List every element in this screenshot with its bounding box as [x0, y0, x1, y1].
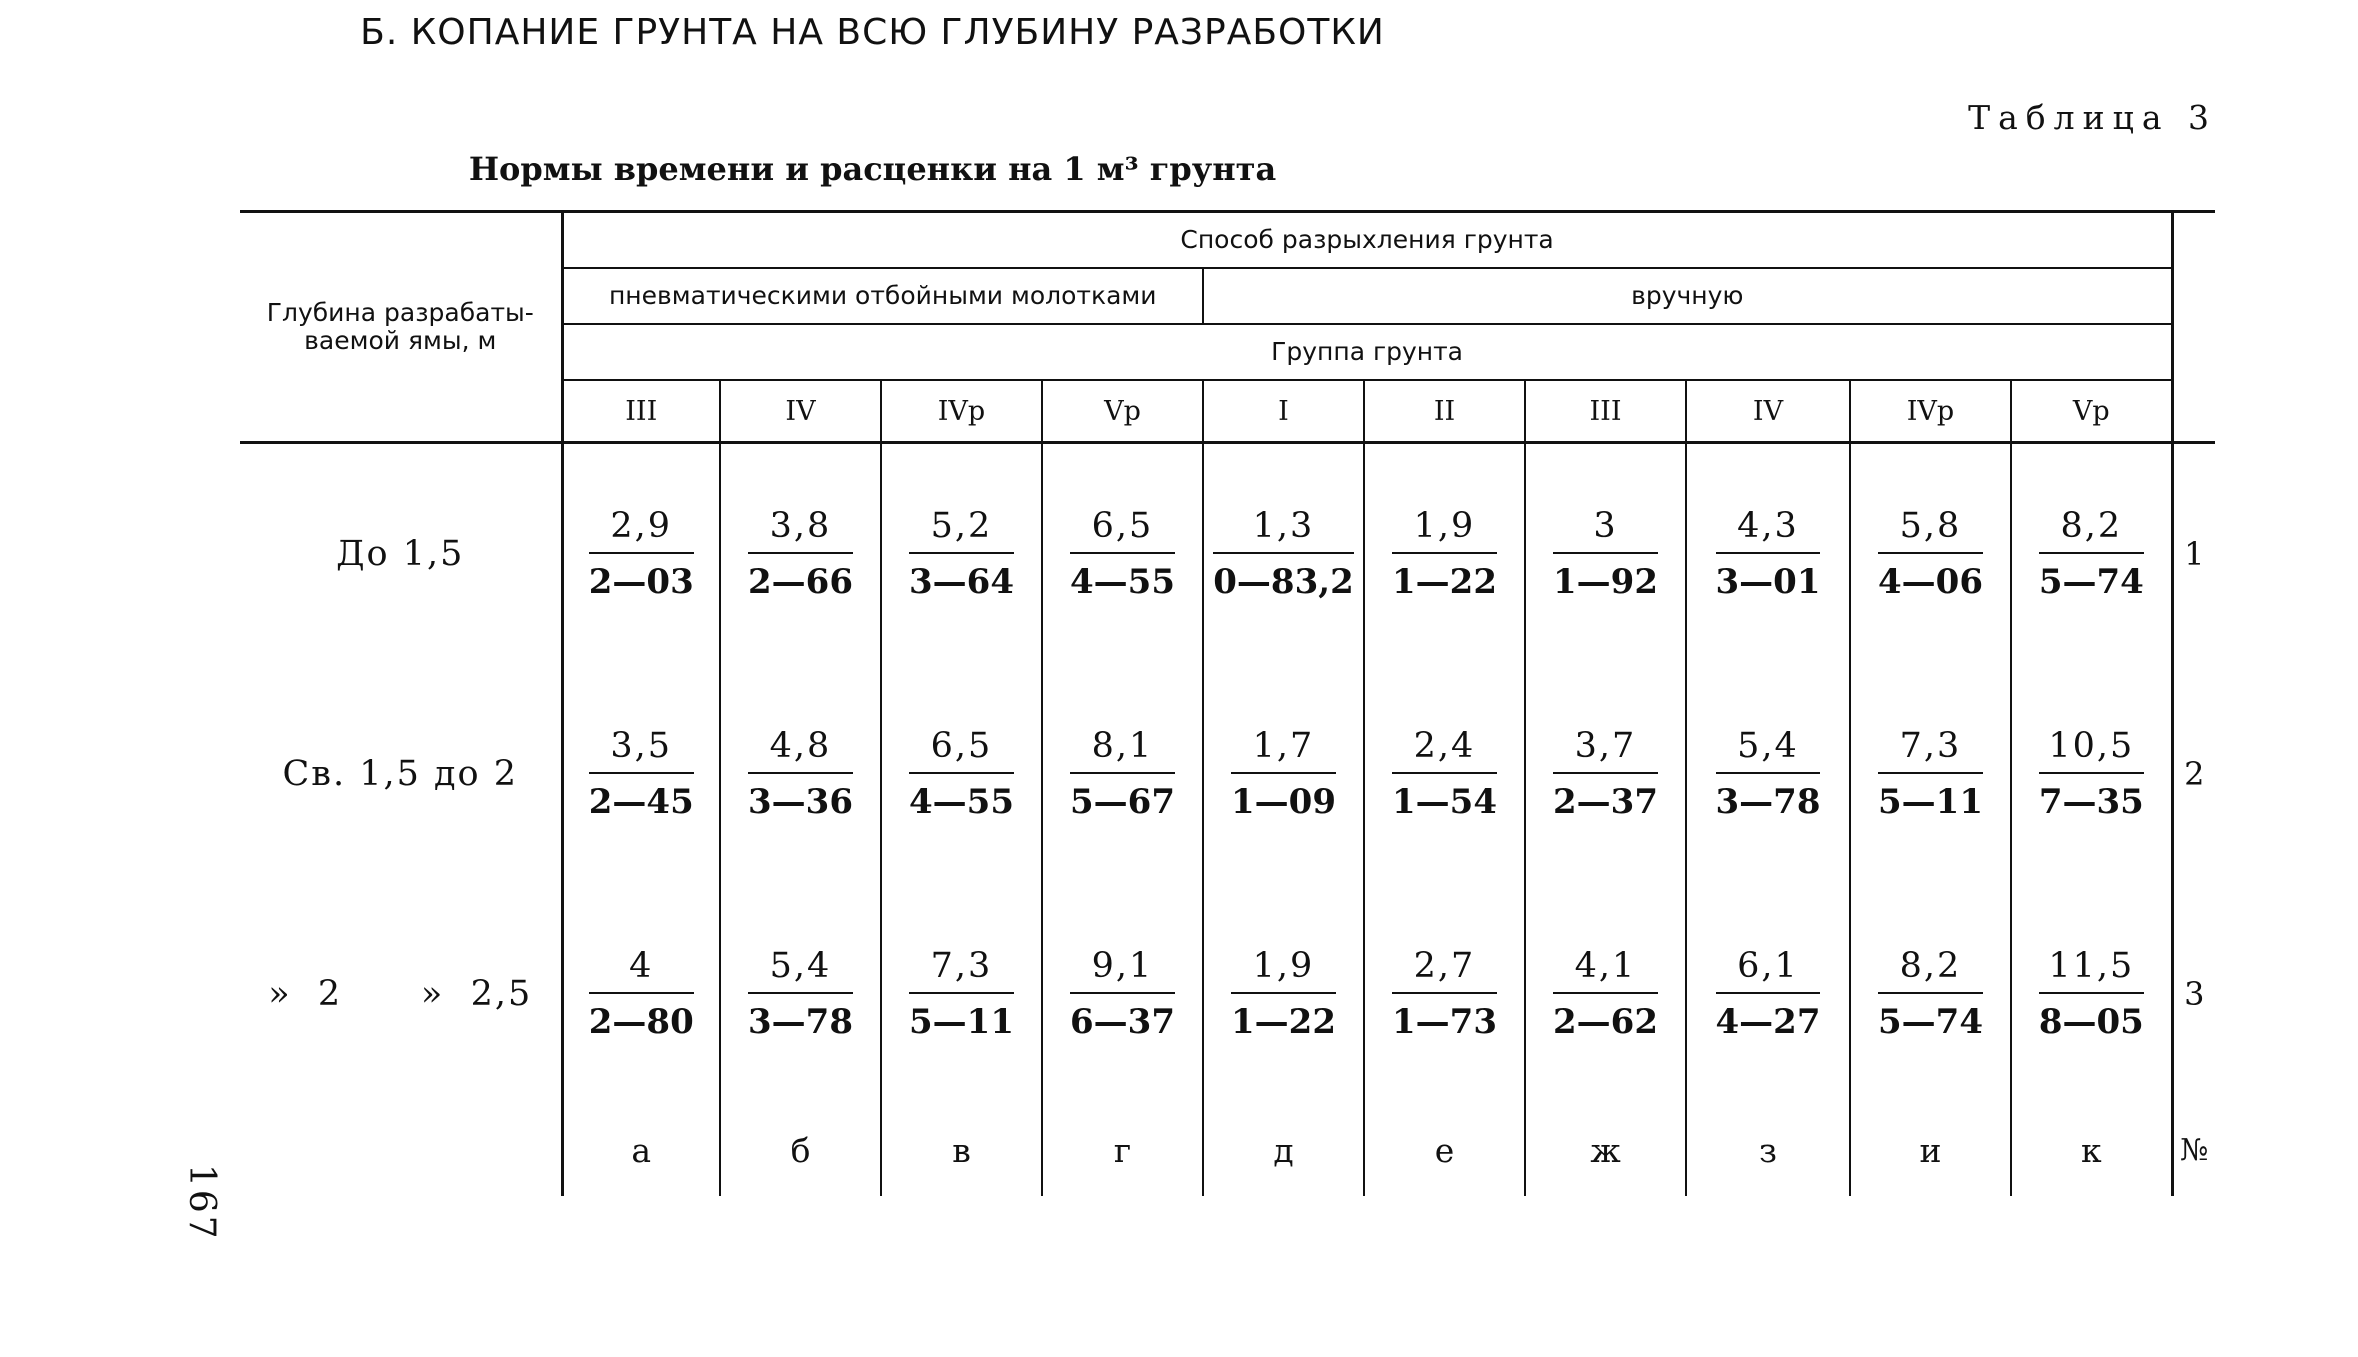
norm-value: 7,3 [1878, 726, 1983, 774]
rate-value: 5—67 [1070, 782, 1175, 822]
rate-value: 0—83,2 [1213, 562, 1354, 602]
norm-value: 8,2 [1878, 946, 1983, 994]
norm-value: 4,8 [748, 726, 853, 774]
group-cell: II [1364, 380, 1525, 443]
norm-value: 5,4 [748, 946, 853, 994]
table-row [240, 884, 2215, 1104]
rate-value: 5—74 [2038, 562, 2144, 602]
value-cell [1525, 443, 1686, 665]
rate-value: 1—22 [1392, 562, 1497, 602]
method-header: Способ разрыхления грунта [562, 212, 2172, 269]
rate-value: 7—35 [2038, 782, 2144, 822]
value-cell [562, 664, 720, 884]
norm-value: 2,4 [1392, 726, 1497, 774]
num-header-blank [2172, 212, 2215, 443]
value-cell [1525, 884, 1686, 1104]
group-cell: IV [720, 380, 881, 443]
rate-value: 1—54 [1392, 782, 1497, 822]
page-number: 167 [181, 1164, 222, 1242]
rate-value: 3—36 [748, 782, 853, 822]
group-cell: IV [1686, 380, 1850, 443]
depth-cell: Св. 1,5 до 2 [240, 664, 562, 884]
rate-value: 4—27 [1715, 1002, 1821, 1042]
norm-value: 6,5 [909, 726, 1014, 774]
rate-value: 3—01 [1715, 562, 1821, 602]
value-cell [2011, 443, 2172, 665]
num-label: № [2172, 1104, 2215, 1196]
rate-value: 3—78 [1715, 782, 1821, 822]
rate-value: 2—62 [1553, 1002, 1658, 1042]
norm-value: 5,2 [909, 506, 1014, 554]
rate-value: 2—80 [588, 1002, 694, 1042]
rate-value: 2—66 [748, 562, 853, 602]
row-number: 3 [2172, 884, 2215, 1104]
value-cell [1364, 443, 1525, 665]
norm-value: 4,3 [1716, 506, 1821, 554]
value-cell [1850, 884, 2011, 1104]
norm-value: 1,7 [1231, 726, 1336, 774]
table-label: Таблица 3 [1968, 98, 2217, 137]
value-cell [720, 884, 881, 1104]
group-cell: IVр [881, 380, 1042, 443]
norm-value: 8,2 [2039, 506, 2144, 554]
rate-value: 2—37 [1553, 782, 1658, 822]
value-cell [1850, 664, 2011, 884]
method-manual: вручную [1203, 268, 2172, 324]
rate-value: 5—11 [909, 1002, 1014, 1042]
rate-value: 2—45 [588, 782, 694, 822]
rate-value: 1—92 [1553, 562, 1658, 602]
rate-value: 2—03 [588, 562, 694, 602]
column-letters-row [240, 1104, 2215, 1196]
value-cell [1686, 884, 1850, 1104]
value-cell [562, 443, 720, 665]
group-cell: III [625, 395, 658, 427]
norm-value: 1,3 [1213, 506, 1353, 554]
norm-value: 4 [589, 946, 694, 994]
table-row [240, 664, 2215, 884]
depth-cell: До 1,5 [240, 443, 562, 665]
value-cell [720, 664, 881, 884]
rate-value: 3—78 [748, 1002, 853, 1042]
method-pneumatic: пневматическими отбойными молотками [562, 268, 1203, 324]
value-cell [1203, 884, 1364, 1104]
norm-value: 3,7 [1553, 726, 1658, 774]
norm-value: 2,9 [589, 506, 694, 554]
norm-value: 6,5 [1070, 506, 1175, 554]
value-cell [1364, 664, 1525, 884]
column-letter: д [1203, 1104, 1364, 1196]
norm-value: 1,9 [1231, 946, 1336, 994]
rate-value: 5—11 [1878, 782, 1983, 822]
norm-value: 3,8 [748, 506, 853, 554]
value-cell [1042, 884, 1203, 1104]
column-letter: и [1850, 1104, 2011, 1196]
value-cell [1203, 664, 1364, 884]
column-letter: г [1042, 1104, 1203, 1196]
value-cell [1042, 664, 1203, 884]
norm-value: 3,5 [589, 726, 694, 774]
header-row-method [240, 212, 2215, 269]
value-cell [2011, 664, 2172, 884]
rate-value: 1—22 [1231, 1002, 1336, 1042]
norm-value: 1,9 [1392, 506, 1497, 554]
rate-value: 4—55 [909, 782, 1014, 822]
column-letter: ж [1525, 1104, 1686, 1196]
value-cell [562, 884, 720, 1104]
rate-value: 4—55 [1070, 562, 1175, 602]
norm-value: 11,5 [2039, 946, 2144, 994]
norm-value: 3 [1553, 506, 1658, 554]
value-cell [720, 443, 881, 665]
rate-value: 8—05 [2038, 1002, 2144, 1042]
group-cell: Vр [2011, 380, 2172, 443]
norm-value: 10,5 [2039, 726, 2144, 774]
column-letter: б [720, 1104, 881, 1196]
row-number: 1 [2172, 443, 2215, 665]
depth-header: Глубина разрабаты-ваемой ямы, м [240, 212, 562, 443]
column-letter: е [1364, 1104, 1525, 1196]
value-cell [1525, 664, 1686, 884]
norm-value: 9,1 [1070, 946, 1175, 994]
norm-value: 5,4 [1716, 726, 1821, 774]
group-cell: III [1525, 380, 1686, 443]
section-title: Б. КОПАНИЕ ГРУНТА НА ВСЮ ГЛУБИНУ РАЗРАБОТКИ [360, 12, 1385, 53]
table-row [240, 443, 2215, 665]
value-cell [881, 664, 1042, 884]
column-letter: з [1686, 1104, 1850, 1196]
norm-value: 4,1 [1553, 946, 1658, 994]
rate-value: 5—74 [1878, 1002, 1983, 1042]
value-cell [1042, 443, 1203, 665]
rate-value: 4—06 [1878, 562, 1983, 602]
rate-value: 1—09 [1231, 782, 1336, 822]
norm-value: 7,3 [909, 946, 1014, 994]
column-letter: а [562, 1104, 720, 1196]
rate-value: 3—64 [909, 562, 1014, 602]
column-letter: в [881, 1104, 1042, 1196]
rate-value: 1—73 [1392, 1002, 1497, 1042]
group-cell: IVр [1850, 380, 2011, 443]
value-cell [1850, 443, 2011, 665]
norm-value: 6,1 [1716, 946, 1821, 994]
value-cell [1686, 664, 1850, 884]
table-caption: Нормы времени и расценки на 1 м³ грунта [468, 150, 1277, 188]
norm-value: 8,1 [1070, 726, 1175, 774]
letters-blank [240, 1104, 562, 1196]
norm-value: 5,8 [1878, 506, 1983, 554]
value-cell [881, 443, 1042, 665]
depth-cell: » 2 » 2,5 [240, 884, 562, 1104]
column-letter: к [2011, 1104, 2172, 1196]
value-cell [2011, 884, 2172, 1104]
value-cell [1203, 443, 1364, 665]
group-header: Группа грунта [562, 324, 2172, 380]
value-cell [1364, 884, 1525, 1104]
group-cell: I [1203, 380, 1364, 443]
norm-value: 2,7 [1392, 946, 1497, 994]
rate-value: 6—37 [1070, 1002, 1175, 1042]
value-cell [881, 884, 1042, 1104]
value-cell [1686, 443, 1850, 665]
row-number: 2 [2172, 664, 2215, 884]
group-cell: Vр [1042, 380, 1203, 443]
norms-table [240, 210, 2215, 1196]
